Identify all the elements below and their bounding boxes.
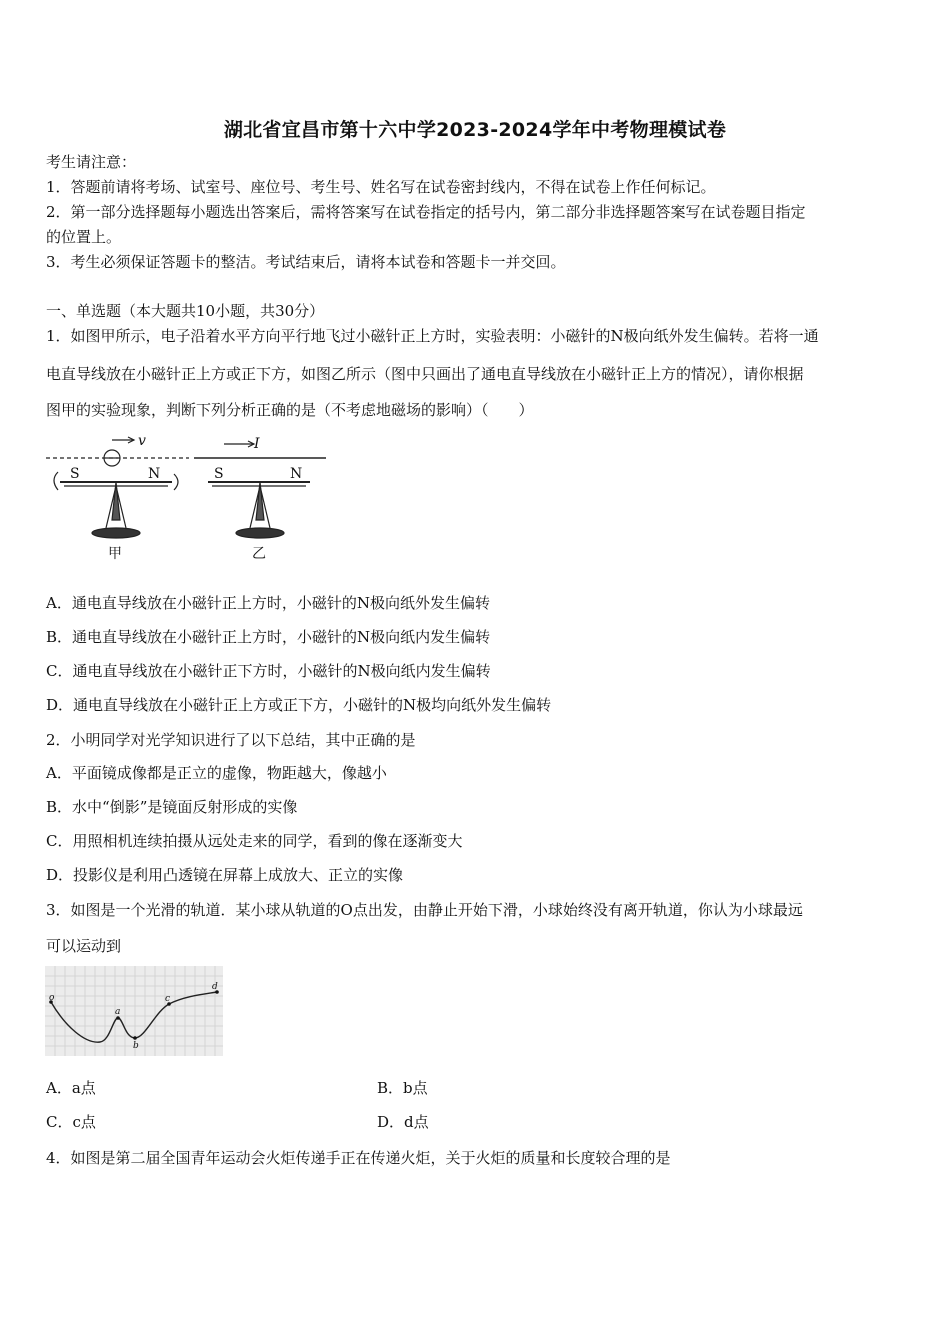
figure-caption-yi: 乙: [252, 546, 266, 562]
q2-option: A．平面镜成像都是正立的虚像，物距越大，像越小: [46, 764, 387, 782]
q2-stem: 2．小明同学对光学知识进行了以下总结，其中正确的是: [46, 731, 416, 749]
current-label: I: [254, 436, 260, 452]
notice-item: 2．第一部分选择题每小题选出答案后，需将答案写在试卷指定的括号内，第二部分非选择题答案写在试卷题目指定: [46, 203, 806, 221]
q2-option: B．水中“倒影”是镜面反射形成的实像: [46, 798, 298, 816]
section-heading: 一、单选题（本大题共10小题，共30分）: [46, 302, 325, 320]
q1-stem-line: 电直导线放在小磁针正上方或正下方，如图乙所示（图中只画出了通电直导线放在小磁针正上方的情况），请你根据: [46, 365, 804, 383]
notice-item: 1．答题前请将考场、试室号、座位号、考生号、姓名写在试卷密封线内，不得在试卷上作任何标记。: [46, 178, 716, 196]
point-o-label: o: [49, 993, 55, 1003]
q3-option: B．b点: [377, 1079, 428, 1097]
figure-caption-jia: 甲: [108, 546, 122, 562]
notice-item: 的位置上。: [46, 228, 122, 246]
q3-option: A．a点: [46, 1079, 96, 1097]
page-title: 湖北省宜昌市第十六中学2023-2024学年中考物理模试卷: [223, 119, 727, 141]
north-pole-label: N: [290, 466, 303, 482]
notice-item: 3．考生必须保证答题卡的整洁。考试结束后，请将本试卷和答题卡一并交回。: [46, 253, 566, 271]
q1-option: A．通电直导线放在小磁针正上方时，小磁针的N极向纸外发生偏转: [46, 594, 490, 612]
q1-option: C．通电直导线放在小磁针正下方时，小磁针的N极向纸内发生偏转: [46, 662, 491, 680]
south-pole-label: S: [214, 466, 224, 482]
north-pole-label: N: [148, 466, 161, 482]
q1-figure: [44, 430, 334, 570]
q3-stem-line: 3．如图是一个光滑的轨道．某小球从轨道的O点出发，由静止开始下滑，小球始终没有离开轨道，你认为小球最远: [46, 901, 803, 919]
q1-stem-line: 图甲的实验现象，判断下列分析正确的是（不考虑地磁场的影响）（ ）: [46, 401, 534, 419]
q3-option: C．c点: [46, 1113, 96, 1131]
q3-stem-line: 可以运动到: [46, 937, 122, 955]
point-d-label: d: [212, 982, 218, 992]
q1-option: B．通电直导线放在小磁针正上方时，小磁针的N极向纸内发生偏转: [46, 628, 491, 646]
q3-option: D．d点: [377, 1113, 429, 1131]
q4-stem: 4．如图是第二届全国青年运动会火炬传递手正在传递火炬，关于火炬的质量和长度较合理的是: [46, 1149, 671, 1167]
notice-heading: 考生请注意：: [46, 153, 137, 171]
point-c-label: c: [165, 994, 171, 1004]
south-pole-label: S: [70, 466, 80, 482]
q2-option: D．投影仪是利用凸透镜在屏幕上成放大、正立的实像: [46, 866, 404, 884]
q2-option: C．用照相机连续拍摄从远处走来的同学，看到的像在逐渐变大: [46, 832, 463, 850]
point-a-label: a: [115, 1007, 121, 1017]
q3-figure: [45, 966, 223, 1056]
point-b-label: b: [133, 1041, 139, 1051]
q1-stem-line: 1．如图甲所示，电子沿着水平方向平行地飞过小磁针正上方时，实验表明：小磁针的N极向纸外发生偏转。若将一通: [46, 327, 819, 345]
q1-option: D．通电直导线放在小磁针正上方或正下方，小磁针的N极均向纸外发生偏转: [46, 696, 552, 714]
velocity-label: v: [138, 433, 146, 449]
